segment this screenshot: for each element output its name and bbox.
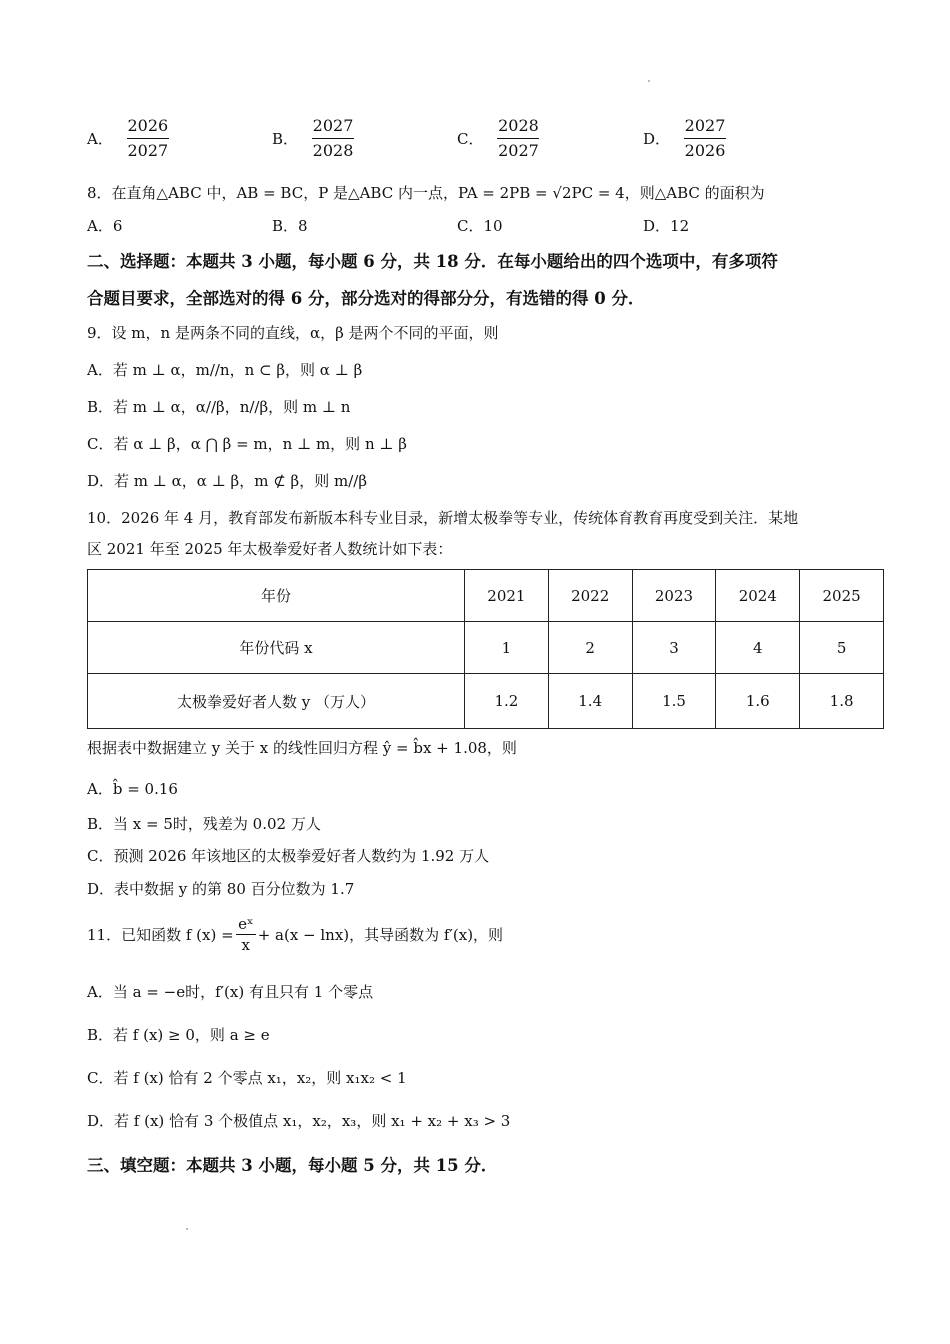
- q7-option-d: [643, 116, 726, 161]
- table-cell: 2022: [548, 570, 632, 622]
- denominator: x: [241, 936, 250, 954]
- numerator: 2028: [498, 116, 539, 135]
- q9-option-d: D．若 m ⊥ α，α ⊥ β，m ⊄ β，则 m//β: [87, 472, 368, 490]
- fraction: [497, 116, 539, 161]
- q11-stem: [87, 915, 503, 954]
- table-cell: 2: [548, 622, 632, 674]
- q11-option-d: D．若 f (x) 恰有 3 个极值点 x₁，x₂，x₃，则 x₁ + x₂ + x₃ > 3: [87, 1112, 511, 1130]
- q9-stem: 9．设 m，n 是两条不同的直线，α，β 是两个不同的平面，则: [87, 324, 499, 342]
- table-cell: 2025: [800, 570, 884, 622]
- q7-option-b: [272, 116, 354, 161]
- q8-option-c: C．10: [457, 217, 503, 235]
- table-row: [88, 674, 884, 729]
- denominator: 2027: [127, 141, 169, 160]
- fraction: [236, 915, 256, 954]
- numerator: 2026: [127, 116, 169, 135]
- fraction: [684, 116, 726, 161]
- q9-option-b: B．若 m ⊥ α，α//β，n//β，则 m ⊥ n: [87, 398, 351, 416]
- fraction: [312, 116, 354, 161]
- section-2-heading-line2: 合题目要求，全部选对的得 6 分，部分选对的得部分分，有选错的得 0 分．: [87, 289, 645, 308]
- denominator: 2026: [684, 141, 726, 160]
- table-cell: 年份代码 x: [88, 622, 465, 674]
- table-cell: 2023: [632, 570, 716, 622]
- q11-option-b: B．若 f (x) ≥ 0，则 a ≥ e: [87, 1026, 270, 1044]
- q10-option-b: B．当 x = 5时，残差为 0.02 万人: [87, 815, 321, 833]
- table-cell: 3: [632, 622, 716, 674]
- q9-option-c: C．若 α ⊥ β，α ⋂ β = m，n ⊥ m，则 n ⊥ β: [87, 435, 407, 453]
- option-label: C．: [457, 130, 484, 148]
- table-cell: 1.2: [465, 674, 549, 729]
- fraction: [127, 116, 169, 161]
- table-row: [88, 622, 884, 674]
- table-cell: 1.8: [800, 674, 884, 729]
- table-cell: 4: [716, 622, 800, 674]
- data-table: [87, 569, 884, 729]
- table-cell: 1.6: [716, 674, 800, 729]
- table-cell: 2021: [465, 570, 549, 622]
- q7-option-c: [457, 116, 539, 161]
- section-3-heading: 三、填空题：本题共 3 小题，每小题 5 分，共 15 分．: [87, 1156, 498, 1175]
- q8-option-a: A．6: [87, 217, 123, 235]
- numerator: 2027: [312, 116, 354, 135]
- scan-dot: [648, 80, 650, 82]
- q11-option-c: C．若 f (x) 恰有 2 个零点 x₁，x₂，则 x₁x₂ < 1: [87, 1069, 407, 1087]
- option-label: D．: [643, 130, 671, 148]
- table-row: [88, 570, 884, 622]
- q8-option-d: D．12: [643, 217, 690, 235]
- q10-option-a: A．b̂ = 0.16: [87, 780, 178, 798]
- q10-stem-line2: 区 2021 年至 2025 年太极拳爱好者人数统计如下表：: [87, 540, 453, 558]
- q8-option-b: B．8: [272, 217, 308, 235]
- q11-stem-pre: 11．已知函数 f (x) =: [87, 926, 234, 944]
- q8-stem: 8．在直角△ABC 中，AB = BC，P 是△ABC 内一点，PA = 2PB = √2PC = 4，则△ABC 的面积为: [87, 184, 765, 202]
- q7-option-a: [87, 116, 169, 161]
- scan-dot: [186, 1228, 188, 1230]
- q11-stem-post: + a(x − lnx)，其导函数为 f′(x)，则: [257, 926, 504, 944]
- q10-option-d: D．表中数据 y 的第 80 百分位数为 1.7: [87, 880, 355, 898]
- option-label: A．: [87, 130, 113, 148]
- table-cell: 太极拳爱好者人数 y （万人）: [88, 674, 465, 729]
- table-cell: 年份: [88, 570, 465, 622]
- table-cell: 2024: [716, 570, 800, 622]
- denominator: 2028: [312, 141, 354, 160]
- table-cell: 5: [800, 622, 884, 674]
- denominator: 2027: [498, 141, 539, 160]
- numerator: eˣ: [238, 915, 254, 933]
- q9-option-a: A．若 m ⊥ α，m//n，n ⊂ β，则 α ⊥ β: [87, 361, 363, 379]
- numerator: 2027: [684, 116, 726, 135]
- table-cell: 1: [465, 622, 549, 674]
- section-2-heading-line1: 二、选择题：本题共 3 小题，每小题 6 分，共 18 分．在每小题给出的四个选项中，有多项符: [87, 252, 778, 271]
- q10-option-c: C．预测 2026 年该地区的太极拳爱好者人数约为 1.92 万人: [87, 847, 490, 865]
- q10-regression-line: 根据表中数据建立 y 关于 x 的线性回归方程 ŷ = b̂x + 1.08，则: [87, 739, 517, 757]
- table-cell: 1.4: [548, 674, 632, 729]
- q10-stem-line1: 10．2026 年 4 月，教育部发布新版本科专业目录，新增太极拳等专业，传统体育教育再度受到关注．某地: [87, 509, 799, 527]
- q11-option-a: A．当 a = −e时，f′(x) 有且只有 1 个零点: [87, 983, 374, 1001]
- table-cell: 1.5: [632, 674, 716, 729]
- option-label: B．: [272, 130, 299, 148]
